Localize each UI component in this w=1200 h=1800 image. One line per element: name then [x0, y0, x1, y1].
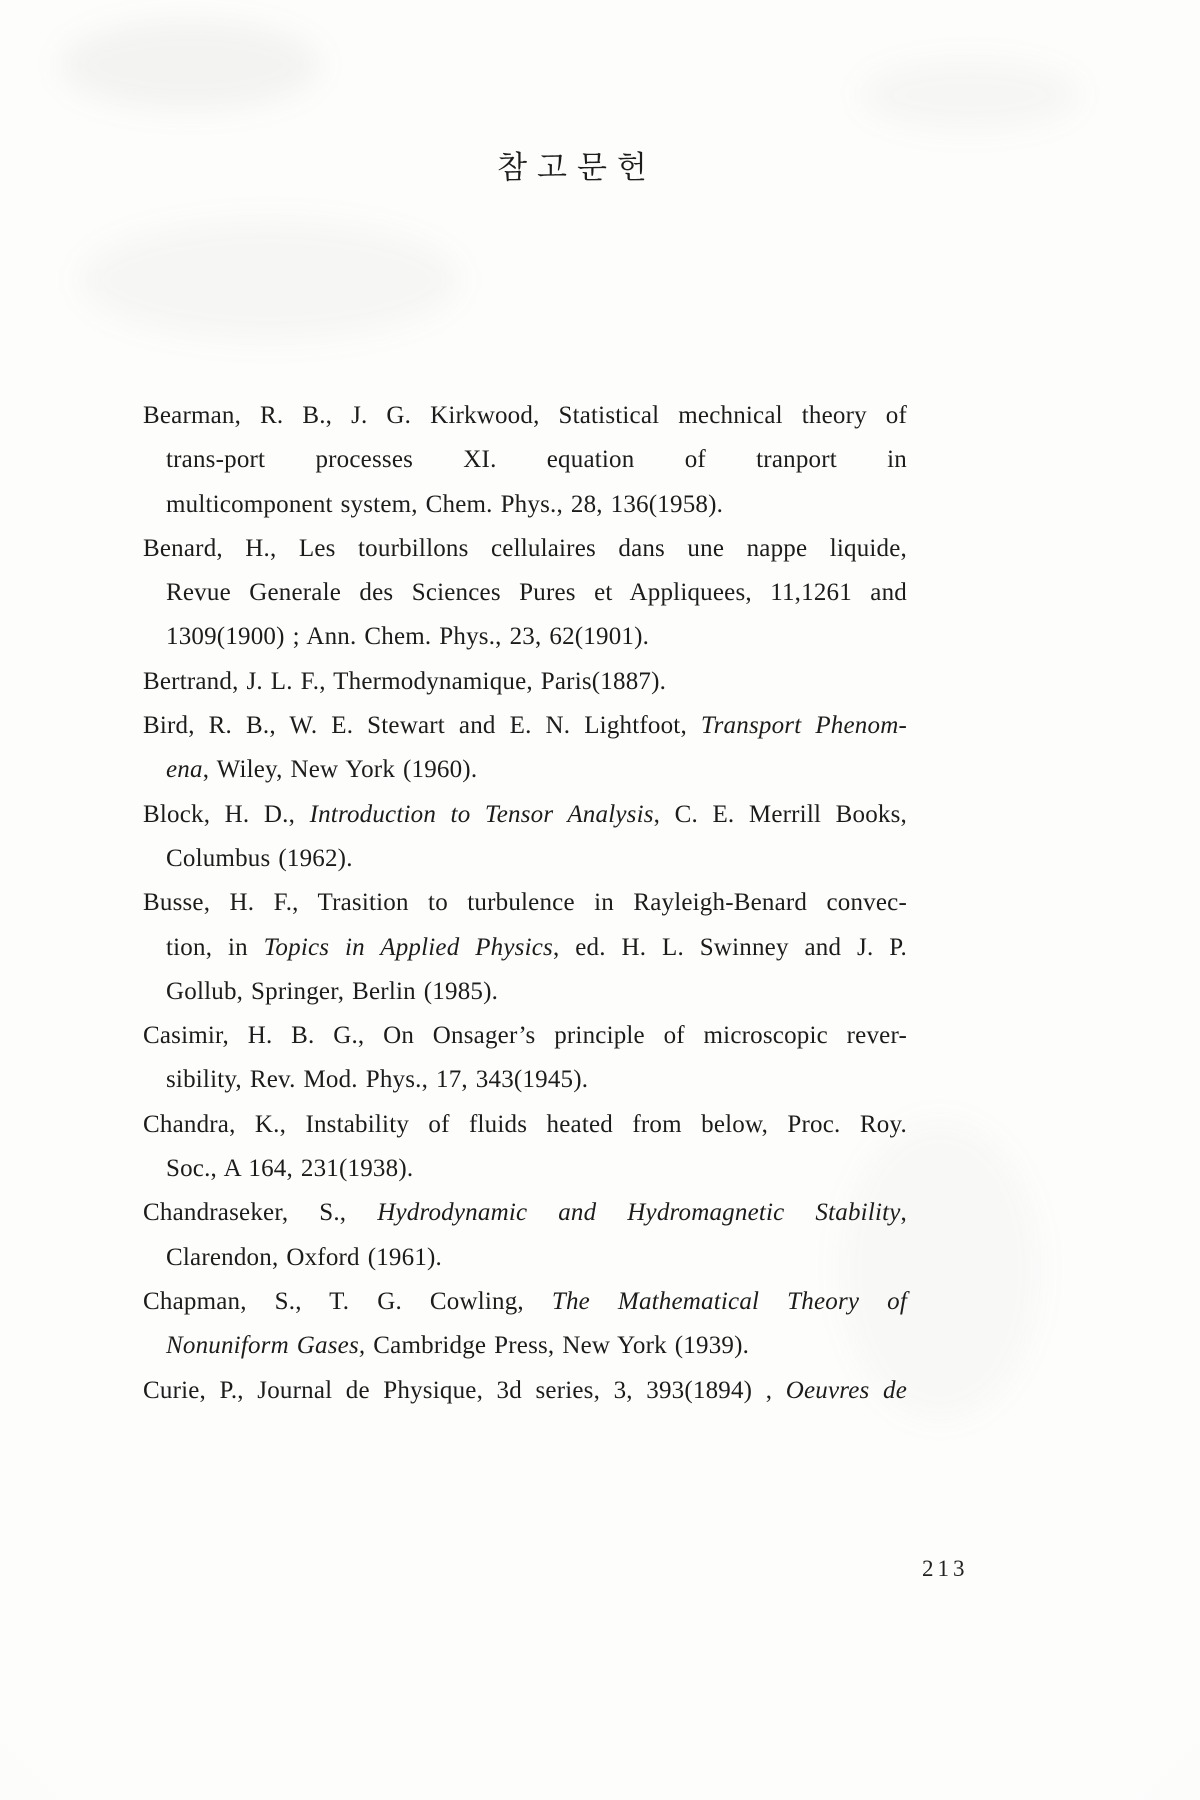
reference-text-italic: Topics in Applied Physics: [263, 933, 553, 961]
reference-text-italic: ena: [166, 756, 203, 784]
reference-line: [143, 970, 907, 1014]
reference-line: [143, 1058, 907, 1102]
reference-text: 1309(1900) ; Ann. Chem. Phys., 23, 62(1901).: [166, 623, 650, 651]
reference-line: [143, 527, 907, 571]
reference-text: multicomponent system, Chem. Phys., 28, 136(1958).: [166, 490, 724, 518]
reference-text: , ed. H. L. Swinney and J. P.: [552, 933, 907, 961]
page-number: 213: [922, 1556, 969, 1581]
reference-text: Casimir, H. B. G., On Onsager’s principle of microscopic rever-: [143, 1022, 907, 1050]
reference-entry: [143, 704, 907, 793]
reference-entry: [143, 660, 907, 704]
reference-text: Chandra, K., Instability of fluids heated from below, Proc. Roy.: [143, 1110, 907, 1138]
reference-line: [143, 438, 907, 482]
reference-text-italic: Oeuvres de: [785, 1376, 907, 1404]
reference-line: [143, 615, 907, 659]
reference-text: sibility, Rev. Mod. Phys., 17, 343(1945).: [166, 1066, 589, 1094]
reference-text: , Wiley, New York (1960).: [202, 756, 478, 784]
reference-entry: [143, 1014, 907, 1103]
reference-line: [143, 704, 907, 748]
reference-text-italic: Nonuniform Gases,: [166, 1332, 366, 1360]
reference-entry: [143, 793, 907, 882]
reference-line: [143, 1369, 907, 1413]
reference-text: trans-port processes XI. equation of tranport in: [166, 446, 907, 474]
reference-text: Revue Generale des Sciences Pures et Appliquees, 11,1261 and: [166, 579, 907, 607]
scan-smudge: [80, 220, 460, 340]
reference-text-italic: Introduction to Tensor Analysis: [309, 800, 654, 828]
reference-list: [143, 394, 907, 1413]
reference-text: Columbus (1962).: [166, 844, 353, 872]
reference-entry: [143, 881, 907, 1014]
reference-text: Busse, H. F., Trasition to turbulence in Rayleigh-Benard convec-: [143, 889, 907, 917]
reference-line: [143, 926, 907, 970]
reference-text: Bearman, R. B., J. G. Kirkwood, Statistical mechnical theory of: [143, 402, 907, 429]
reference-line: [143, 1103, 907, 1147]
reference-line: [143, 881, 907, 925]
reference-text: Gollub, Springer, Berlin (1985).: [166, 977, 499, 1005]
reference-text: ,: [900, 1199, 907, 1227]
reference-line: [143, 1014, 907, 1058]
reference-text: Curie, P., Journal de Physique, 3d series, 3, 393(1894) ,: [143, 1376, 786, 1404]
reference-line: [143, 571, 907, 615]
reference-entry: [143, 1103, 907, 1192]
reference-text: Cambridge Press, New York (1939).: [365, 1332, 750, 1360]
reference-line: [143, 793, 907, 837]
reference-text: Bird, R. B., W. E. Stewart and E. N. Lightfoot,: [143, 712, 701, 740]
reference-text: , C. E. Merrill Books,: [653, 800, 907, 828]
reference-line: [143, 1147, 907, 1191]
reference-line: [143, 1191, 907, 1235]
reference-text: Benard, H., Les tourbillons cellulaires dans une nappe liquide,: [143, 534, 907, 562]
reference-text-italic: Transport Phenom-: [700, 712, 907, 740]
reference-text: Block, H. D.,: [143, 800, 310, 828]
page-title: 참고문헌: [497, 150, 657, 185]
reference-entry: [143, 1369, 907, 1413]
reference-text: tion, in: [166, 933, 264, 961]
reference-text: Bertrand, J. L. F., Thermodynamique, Paris(1887).: [143, 667, 667, 695]
reference-line: [143, 1280, 907, 1324]
reference-text-italic: Hydrodynamic and Hydromagnetic Stability: [377, 1199, 901, 1227]
reference-text-italic: The Mathematical Theory of: [551, 1287, 907, 1315]
reference-line: [143, 483, 907, 527]
reference-line: [143, 1324, 907, 1368]
reference-line: [143, 660, 907, 704]
reference-entry: [143, 527, 907, 660]
reference-text: Clarendon, Oxford (1961).: [166, 1243, 442, 1271]
reference-entry: [143, 1191, 907, 1280]
reference-line: [143, 748, 907, 792]
reference-line: [143, 394, 907, 438]
reference-text: Chandraseker, S.,: [143, 1199, 378, 1227]
reference-line: [143, 837, 907, 881]
reference-text: Chapman, S., T. G. Cowling,: [143, 1287, 552, 1315]
reference-entry: [143, 394, 907, 527]
reference-entry: [143, 1280, 907, 1369]
reference-text: Soc., A 164, 231(1938).: [166, 1155, 414, 1183]
reference-line: [143, 1236, 907, 1280]
